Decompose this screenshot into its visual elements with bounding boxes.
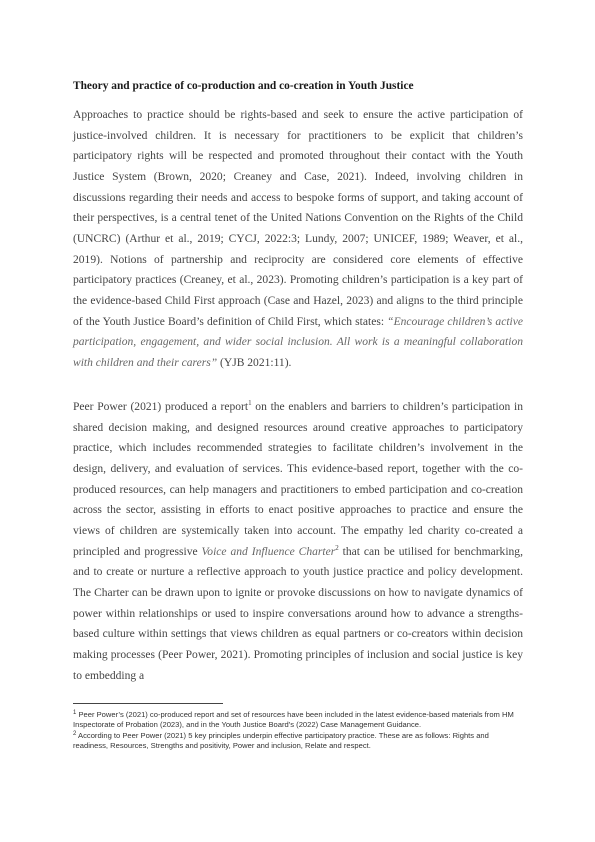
section-heading: Theory and practice of co-production and co-creation in Youth Justice [73, 80, 414, 92]
paragraph-text: that can be utilised for benchmarking, and to create or nurture a reflective approach to youth justice practice and policy development. The Charter can be drawn upon to ignite or provoke discussions on how to navigate dynamics of power within relationships or used to inspire conversations around how to advance a strengths-based culture within settings that views children as equal partners or co-creators within decision making processes (Peer Power, 2021). Promoting principles of inclusion and social justice is key to embedding a [73, 545, 523, 682]
charter-title: Voice and Influence Charter [201, 545, 336, 558]
footnote-1 [73, 710, 518, 731]
footnote-ref-2[interactable]: 2 [335, 543, 339, 552]
paragraph-text: Peer Power (2021) produced a report [73, 401, 249, 413]
footnote-mark: 1 [73, 710, 77, 716]
footnote-2 [73, 731, 518, 752]
footnote-text: According to Peer Power (2021) 5 key principles underpin effective participatory practice. These are as follows: Rights and readiness, Resources, Strengths and positivity, Power and inclusion, Relate and respect. [73, 730, 489, 750]
yjb-quote: “Encourage children’s active participation, engagement, and wider social inclusion. All work is a meaningful collaboration with children and their carers” [73, 315, 523, 369]
paragraph-text: on the enablers and barriers to children’s participation in shared decision making, and designed resources around creative approaches to participatory practice, which includes recommended strategies to facilitate children’s involvement in the design, delivery, and evaluation of services. This evidence-based report, together with the co-produced resources, can help managers and practitioners to embed participation and co-creation across the sector, assisting in efforts to enact positive approaches to practice and ensure the views of children are systemically taken into account. The empathy led charity co-created a principled and progressive [73, 401, 523, 558]
paragraph-text: Approaches to practice should be rights-based and seek to ensure the active participation of justice-involved children. It is necessary for practitioners to be explicit that children’s participatory rights will be respected and promoted throughout their contact with the Youth Justice System (Brown, 2020; Creaney and Case, 2021). Indeed, involving children in discussions regarding their needs and access to bespoke forms of support, and taking account of their perspectives, is a central tenet of the United Nations Convention on the Rights of the Child (UNCRC) (Arthur et al., 2019; CYCJ, 2022:3; Lundy, 2007; UNICEF, 1989; Weaver, et al., 2019). Notions of partnership and reciprocity are considered core elements of effective participatory practices (Creaney, et al., 2023). Promoting children’s participation is a key part of the evidence-based Child First approach (Case and Hazel, 2023) and aligns to the third principle of the Youth Justice Board’s definition of Child First, which states: [73, 109, 523, 328]
footnote-text: Peer Power’s (2021) co-produced report and set of resources have been included in the latest evidence-based materials from HM Inspectorate of Probation (2023), and in the Youth Justice Board’s (2022) Case Management Guidance. [73, 710, 514, 730]
footnotes [73, 710, 518, 751]
paragraph-peer-power [73, 397, 523, 686]
paragraph-rights-based-practice [73, 105, 523, 374]
footnote-ref-1[interactable]: 1 [248, 399, 252, 407]
quote-citation: (YJB 2021:11). [217, 356, 292, 369]
footnote-divider [73, 703, 223, 704]
footnote-mark: 2 [73, 730, 77, 737]
